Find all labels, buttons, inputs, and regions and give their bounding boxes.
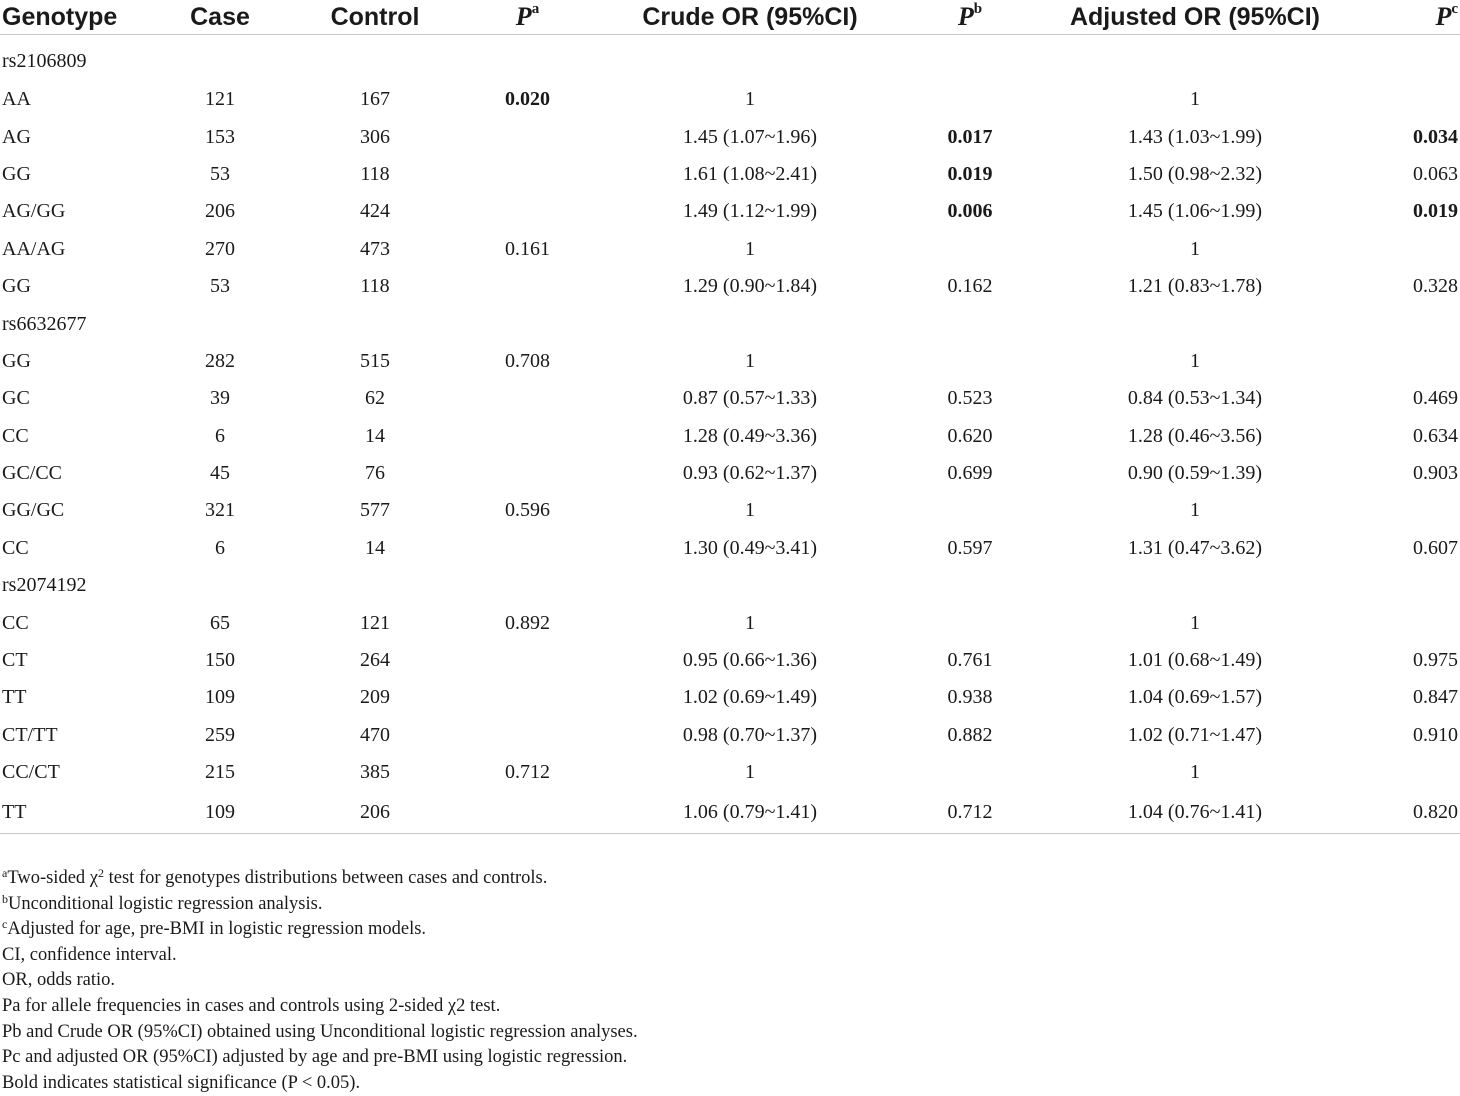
cell-case: 45 [210, 462, 230, 485]
cell-case: 259 [205, 723, 235, 746]
cell-crude-or: 1 [745, 88, 755, 111]
cell-p-c [1365, 492, 1460, 529]
cell-control: 167 [360, 88, 390, 111]
footnote-text-continued: test for genotypes distributions between cases and controls. [104, 868, 548, 888]
cell-p-c: 0.910 [1413, 723, 1458, 746]
cell-crude-or: 1 [745, 499, 755, 522]
cell-p-b: 0.882 [947, 723, 993, 746]
cell-control: 515 [360, 349, 390, 372]
cell-p-c: 0.903 [1413, 462, 1458, 485]
footnote-line [2, 892, 1452, 918]
cell-crude-or: 1.29 (0.90~1.84) [682, 275, 818, 298]
cell-adjusted-or: 1 [1190, 499, 1200, 522]
cell-adjusted-or: 1 [1190, 761, 1200, 784]
cell-p-a: 0.708 [505, 349, 550, 372]
cell-adjusted-or: 1 [1190, 611, 1200, 634]
cell-crude-or: 1 [745, 237, 755, 260]
cell-p-a [470, 418, 585, 455]
cell-control: 424 [360, 200, 390, 223]
cell-control: 118 [360, 162, 390, 185]
cell-adjusted-or: 1.28 (0.46~3.56) [1127, 424, 1263, 447]
cell-control: 264 [360, 649, 390, 672]
footnote-marker: c [2, 917, 8, 932]
table-row [0, 791, 1460, 834]
snp-group-row [0, 567, 1460, 604]
cell-genotype: TT [0, 791, 160, 834]
cell-genotype: AG [2, 125, 31, 148]
cell-p-b: 0.712 [915, 791, 1025, 834]
cell-p-c: 0.975 [1413, 649, 1458, 672]
cell-genotype: GG [2, 349, 31, 372]
header-p-b-label: P [957, 2, 974, 31]
cell-case: 121 [205, 88, 235, 111]
cell-p-b: 0.006 [947, 200, 993, 223]
footnote-text: Two-sided χ [7, 868, 98, 888]
cell-p-c: 0.634 [1413, 424, 1458, 447]
cell-p-a [470, 118, 585, 155]
table-row [0, 642, 1460, 679]
cell-case: 53 [210, 162, 230, 185]
footnote-line [2, 1045, 1452, 1071]
cell-p-a [470, 268, 585, 305]
header-p-b-sup: b [973, 1, 983, 17]
cell-crude-or: 1.49 (1.12~1.99) [682, 200, 818, 223]
cell-crude-or: 1.30 (0.49~3.41) [682, 536, 818, 559]
cell-case: 109 [205, 686, 235, 709]
footnote-line [2, 866, 1452, 892]
cell-p-b [915, 754, 1025, 791]
cell-p-c [1365, 604, 1460, 641]
cell-crude-or: 0.93 (0.62~1.37) [682, 462, 818, 485]
cell-adjusted-or: 1.02 (0.71~1.47) [1127, 723, 1263, 746]
cell-p-c [1365, 343, 1460, 380]
cell-p-b: 0.699 [947, 462, 993, 485]
cell-case: 109 [160, 791, 280, 834]
cell-adjusted-or: 1.50 (0.98~2.32) [1127, 162, 1263, 185]
header-p-a-label: P [515, 2, 532, 31]
table-row [0, 156, 1460, 193]
cell-p-c: 0.607 [1413, 536, 1458, 559]
cell-crude-or: 1.45 (1.07~1.96) [682, 125, 818, 148]
header-crude-or: Crude OR (95%CI) [585, 0, 915, 35]
footnote-marker: b [2, 891, 8, 906]
cell-p-b: 0.761 [947, 649, 993, 672]
cell-p-a [470, 642, 585, 679]
cell-p-a: 0.892 [505, 611, 550, 634]
cell-genotype: GG [2, 275, 31, 298]
cell-crude-or: 1 [745, 349, 755, 372]
cell-control: 206 [280, 791, 470, 834]
cell-genotype: GC/CC [2, 462, 63, 485]
cell-p-a [470, 156, 585, 193]
cell-p-b [915, 492, 1025, 529]
cell-p-b: 0.162 [947, 275, 993, 298]
cell-p-a: 0.020 [505, 88, 550, 111]
snp-group-label: rs2106809 [2, 49, 87, 72]
snp-group-row [0, 35, 1460, 82]
cell-adjusted-or: 1.31 (0.47~3.62) [1127, 536, 1263, 559]
cell-adjusted-or: 0.84 (0.53~1.34) [1127, 387, 1263, 410]
cell-control: 577 [360, 499, 390, 522]
snp-group-row [0, 305, 1460, 342]
cell-p-a: 0.712 [505, 761, 550, 784]
cell-p-b: 0.019 [947, 162, 993, 185]
cell-p-b [915, 343, 1025, 380]
header-p-b [915, 0, 1025, 35]
footnote-marker: a [2, 866, 8, 880]
cell-genotype: CC [2, 424, 29, 447]
footnote-text: OR, odds ratio. [2, 970, 116, 991]
cell-control: 470 [360, 723, 390, 746]
cell-control: 385 [360, 761, 390, 784]
cell-control: 473 [360, 237, 390, 260]
cell-crude-or: 1 [745, 611, 755, 634]
cell-p-b: 0.017 [947, 125, 993, 148]
cell-genotype: CC/CT [2, 761, 60, 784]
cell-p-c [1365, 231, 1460, 268]
footnote-superscript: 2 [98, 866, 104, 880]
table-row [0, 380, 1460, 417]
cell-genotype: TT [2, 686, 27, 709]
table-row [0, 81, 1460, 118]
header-p-c [1365, 0, 1460, 35]
cell-adjusted-or: 1 [1190, 88, 1200, 111]
cell-adjusted-or: 1.01 (0.68~1.49) [1127, 649, 1263, 672]
cell-adjusted-or: 1.21 (0.83~1.78) [1127, 275, 1263, 298]
header-p-a [470, 0, 585, 35]
cell-p-c: 0.847 [1413, 686, 1458, 709]
cell-crude-or: 1.06 (0.79~1.41) [585, 791, 915, 834]
cell-p-c: 0.469 [1413, 387, 1458, 410]
table-row [0, 418, 1460, 455]
cell-crude-or: 0.98 (0.70~1.37) [682, 723, 818, 746]
cell-genotype: GC [2, 387, 30, 410]
cell-case: 6 [215, 424, 225, 447]
cell-genotype: GG [2, 162, 31, 185]
cell-genotype: AA/AG [2, 237, 66, 260]
footnote-text: Adjusted for age, pre-BMI in logistic regression models. [7, 919, 427, 940]
footnote-text: Pc and adjusted OR (95%CI) adjusted by age and pre-BMI using logistic regression. [2, 1047, 628, 1068]
cell-p-a [470, 193, 585, 230]
cell-p-a [470, 530, 585, 567]
cell-control: 306 [360, 125, 390, 148]
cell-p-c [1365, 754, 1460, 791]
table-row [0, 754, 1460, 791]
cell-adjusted-or: 1 [1190, 349, 1200, 372]
header-p-c-sup: c [1451, 1, 1458, 17]
table-row [0, 530, 1460, 567]
table-body [0, 35, 1460, 834]
footnote-text: Bold indicates statistical significance (P < 0.05). [2, 1072, 361, 1093]
footnote-line [2, 1071, 1452, 1096]
cell-p-a [470, 791, 585, 834]
cell-case: 6 [215, 536, 225, 559]
cell-case: 65 [210, 611, 230, 634]
cell-case: 153 [205, 125, 235, 148]
cell-genotype: AA [2, 88, 31, 111]
cell-case: 53 [210, 275, 230, 298]
footnote-line [2, 994, 1452, 1020]
cell-crude-or: 1.28 (0.49~3.36) [682, 424, 818, 447]
cell-p-c: 0.034 [1413, 125, 1458, 148]
cell-control: 209 [360, 686, 390, 709]
header-case: Case [160, 0, 280, 35]
cell-case: 282 [205, 349, 235, 372]
header-genotype: Genotype [0, 0, 160, 35]
cell-p-b: 0.523 [947, 387, 993, 410]
table-row [0, 343, 1460, 380]
cell-p-b: 0.620 [947, 424, 993, 447]
footnote-line [2, 968, 1452, 994]
cell-genotype: CC [2, 536, 29, 559]
cell-case: 206 [205, 200, 235, 223]
cell-crude-or: 1.61 (1.08~2.41) [682, 162, 818, 185]
cell-p-c: 0.019 [1413, 200, 1458, 223]
cell-case: 39 [210, 387, 230, 410]
footnote-line [2, 1020, 1452, 1046]
cell-control: 14 [365, 536, 385, 559]
header-control: Control [280, 0, 470, 35]
cell-adjusted-or: 1.43 (1.03~1.99) [1127, 125, 1263, 148]
cell-adjusted-or: 1.45 (1.06~1.99) [1127, 200, 1263, 223]
table-row [0, 604, 1460, 641]
footnote-line [2, 917, 1452, 943]
cell-p-a [470, 455, 585, 492]
table-row [0, 118, 1460, 155]
footnote-text: Unconditional logistic regression analysis. [8, 893, 323, 914]
cell-genotype: GG/GC [2, 499, 65, 522]
footnote-text: CI, confidence interval. [2, 944, 177, 965]
table-row [0, 679, 1460, 716]
cell-adjusted-or: 0.90 (0.59~1.39) [1127, 462, 1263, 485]
cell-case: 321 [205, 499, 235, 522]
cell-p-a [470, 717, 585, 754]
table-row [0, 455, 1460, 492]
cell-p-a [470, 380, 585, 417]
cell-control: 76 [365, 462, 385, 485]
cell-p-c: 0.063 [1413, 162, 1458, 185]
header-adjusted-or: Adjusted OR (95%CI) [1025, 0, 1365, 35]
cell-p-b: 0.938 [947, 686, 993, 709]
cell-p-c: 0.820 [1365, 791, 1460, 834]
table-row [0, 717, 1460, 754]
cell-case: 215 [205, 761, 235, 784]
cell-case: 150 [205, 649, 235, 672]
cell-genotype: CT [2, 649, 28, 672]
snp-group-label: rs2074192 [2, 574, 87, 597]
cell-crude-or: 1.02 (0.69~1.49) [682, 686, 818, 709]
cell-adjusted-or: 1.04 (0.69~1.57) [1127, 686, 1263, 709]
cell-adjusted-or: 1 [1190, 237, 1200, 260]
table-row [0, 193, 1460, 230]
cell-crude-or: 0.87 (0.57~1.33) [682, 387, 818, 410]
header-p-a-sup: a [531, 1, 540, 17]
cell-p-b: 0.597 [947, 536, 993, 559]
cell-genotype: CT/TT [2, 723, 58, 746]
cell-p-b [915, 81, 1025, 118]
cell-control: 62 [365, 387, 385, 410]
cell-crude-or: 1 [745, 761, 755, 784]
cell-genotype: AG/GG [2, 200, 66, 223]
footnote-text: Pb and Crude OR (95%CI) obtained using Unconditional logistic regression analyses. [2, 1021, 638, 1042]
cell-p-a: 0.161 [505, 237, 550, 260]
table-row [0, 268, 1460, 305]
table-header-row [0, 0, 1460, 35]
cell-p-b [915, 231, 1025, 268]
cell-p-c: 0.328 [1413, 275, 1458, 298]
cell-crude-or: 0.95 (0.66~1.36) [682, 649, 818, 672]
table-footnotes [2, 866, 1452, 1096]
cell-adjusted-or: 1.04 (0.76~1.41) [1025, 791, 1365, 834]
cell-control: 14 [365, 424, 385, 447]
cell-control: 118 [360, 275, 390, 298]
cell-genotype: CC [2, 611, 29, 634]
snp-group-label: rs6632677 [2, 312, 87, 335]
table-row [0, 492, 1460, 529]
cell-p-a [470, 679, 585, 716]
cell-p-b [915, 604, 1025, 641]
cell-case: 270 [205, 237, 235, 260]
cell-control: 121 [360, 611, 390, 634]
cell-p-c [1365, 81, 1460, 118]
footnote-line [2, 943, 1452, 969]
table-row [0, 231, 1460, 268]
header-p-c-label: P [1435, 2, 1452, 31]
cell-p-a: 0.596 [505, 499, 550, 522]
footnote-text: Pa for allele frequencies in cases and controls using 2-sided χ2 test. [2, 995, 501, 1016]
